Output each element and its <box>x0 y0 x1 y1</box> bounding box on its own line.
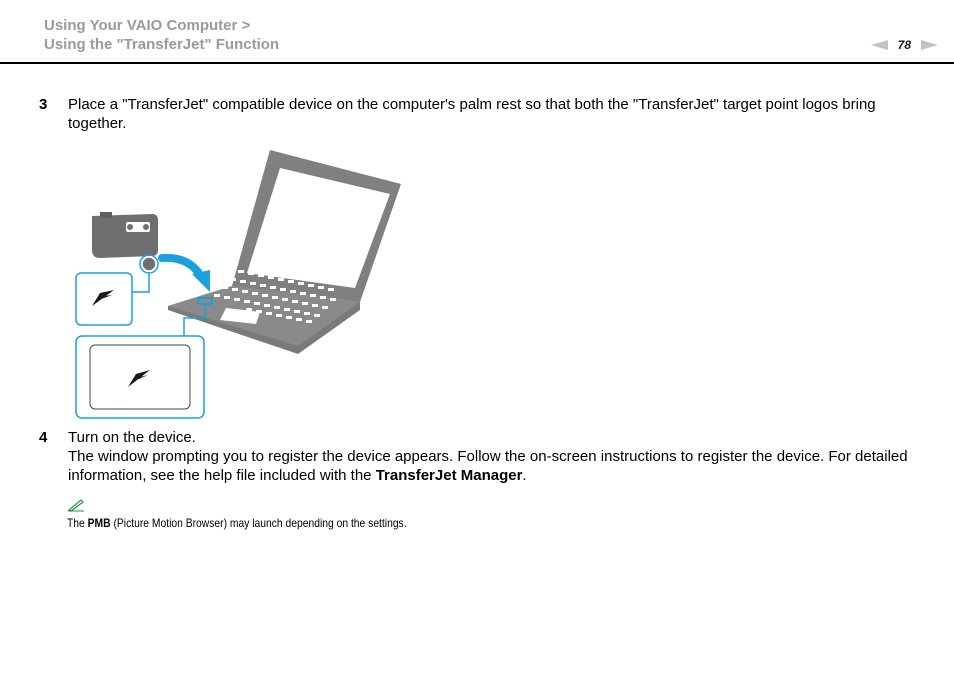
camera-device <box>92 212 158 273</box>
laptop-screen <box>232 150 401 302</box>
page-number: 78 <box>897 38 911 52</box>
step-4-number: 4 <box>39 429 48 446</box>
step-4-line-2-prefix: The window prompting you to register the device appears. Follow the on-screen instructions to register the device. For detailed information, see the help file included with the <box>68 448 908 484</box>
note-prefix: The <box>67 516 88 530</box>
step-4-line-1: Turn on the device. <box>68 429 196 446</box>
page-navigation <box>871 36 938 54</box>
pencil-note-icon <box>67 498 85 512</box>
pmb-label: PMB <box>87 516 111 530</box>
note-text <box>67 516 407 530</box>
transferjet-logo-callout-large <box>76 336 204 418</box>
header-divider <box>0 62 954 64</box>
placement-arrow <box>162 258 210 292</box>
step-3-number: 3 <box>39 96 48 113</box>
transferjet-manager-label: TransferJet Manager <box>375 467 523 484</box>
transferjet-logo-callout-small <box>76 273 132 325</box>
note-suffix: (Picture Motion Browser) may launch depending on the settings. <box>110 516 407 530</box>
step-4-line-2-suffix: . <box>522 467 527 484</box>
step-4-line-2 <box>68 447 928 485</box>
callout-line-camera <box>132 273 149 292</box>
breadcrumb-section[interactable]: Using Your VAIO Computer > <box>44 17 251 34</box>
step-4-text <box>68 428 928 485</box>
previous-page-icon[interactable] <box>871 40 888 50</box>
next-page-icon[interactable] <box>921 40 938 50</box>
transferjet-illustration <box>70 146 410 426</box>
step-3-text: Place a "TransferJet" compatible device on the computer's palm rest so that both the "TransferJet" target point logos bring together. <box>68 96 876 132</box>
breadcrumb-topic[interactable]: Using the "TransferJet" Function <box>44 36 280 53</box>
